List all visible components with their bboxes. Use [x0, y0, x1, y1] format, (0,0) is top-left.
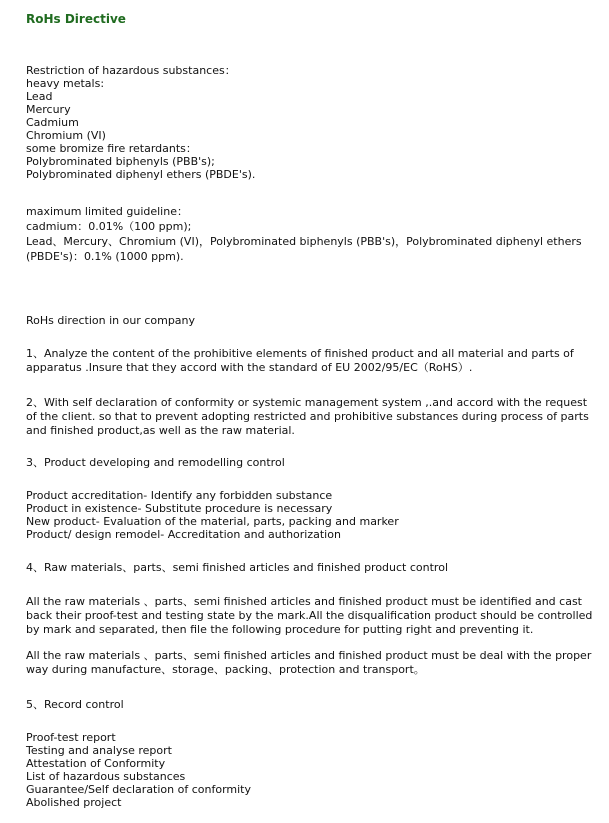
list-item: some bromize fire retardants： — [26, 142, 197, 155]
guideline-heading: maximum limited guideline： — [26, 205, 188, 218]
product-list — [26, 489, 596, 541]
list-item: Attestation of Conformity — [26, 757, 166, 770]
item-4-paragraph-2: All the raw materials 、parts、semi finished articles and finished product must be deal with the proper way during manufacture、storage、packing、protection and transport。 — [26, 649, 592, 676]
guideline-others: Lead、Mercury、Chromium (VI)，Polybrominated biphenyls (PBB's)，Polybrominated diphenyl ethers (PBDE's)：0.1% (1000 ppm). — [26, 235, 582, 263]
list-item: heavy metals: — [26, 77, 105, 90]
company-heading: RoHs direction in our company — [26, 314, 196, 327]
list-item: Product in existence- Substitute procedure is necessary — [26, 502, 333, 515]
list-item: Testing and analyse report — [26, 744, 172, 757]
page-title: RoHs Directive — [26, 12, 126, 26]
item-4-paragraph-1: All the raw materials 、parts、semi finished articles and finished product must be identified and cast back their proof-test and testing state by the mark.All the disqualification product should be controlled by mark and separated, then file the following procedure for putting right and preventing it. — [26, 595, 593, 636]
list-item: Mercury — [26, 103, 71, 116]
list-item: Cadmium — [26, 116, 79, 129]
item-2: 2、With self declaration of conformity or systemic management system ,.and accord with the request of the client. so that to prevent adopting restricted and prohibitive substances during process of parts and finished product,as well as the raw material. — [26, 396, 589, 437]
item-4: 4、Raw materials、parts、semi finished articles and finished product control — [26, 561, 449, 574]
item-1: 1、Analyze the content of the prohibitive elements of finished product and all material and parts of apparatus .Insure that they accord with the standard of EU 2002/95/EC（RoHS）. — [26, 347, 574, 374]
list-item: Restriction of hazardous substances： — [26, 64, 236, 77]
list-item: Polybrominated biphenyls (PBB's); — [26, 155, 215, 168]
list-item: Proof-test report — [26, 731, 116, 744]
records-list — [26, 731, 596, 809]
list-item: Lead — [26, 90, 53, 103]
guideline-cadmium: cadmium：0.01%（100 ppm); — [26, 220, 192, 233]
restriction-list — [26, 64, 596, 181]
list-item: Guarantee/Self declaration of conformity — [26, 783, 252, 796]
list-item: List of hazardous substances — [26, 770, 186, 783]
list-item: Product accreditation- Identify any forbidden substance — [26, 489, 333, 502]
list-item: New product- Evaluation of the material, parts, packing and marker — [26, 515, 399, 528]
list-item: Abolished project — [26, 796, 122, 809]
guideline-section — [26, 204, 596, 264]
item-3: 3、Product developing and remodelling control — [26, 456, 285, 469]
list-item: Product/ design remodel- Accreditation and authorization — [26, 528, 341, 541]
item-5: 5、Record control — [26, 698, 124, 711]
list-item: Polybrominated diphenyl ethers (PBDE's). — [26, 168, 256, 181]
list-item: Chromium (VI) — [26, 129, 106, 142]
